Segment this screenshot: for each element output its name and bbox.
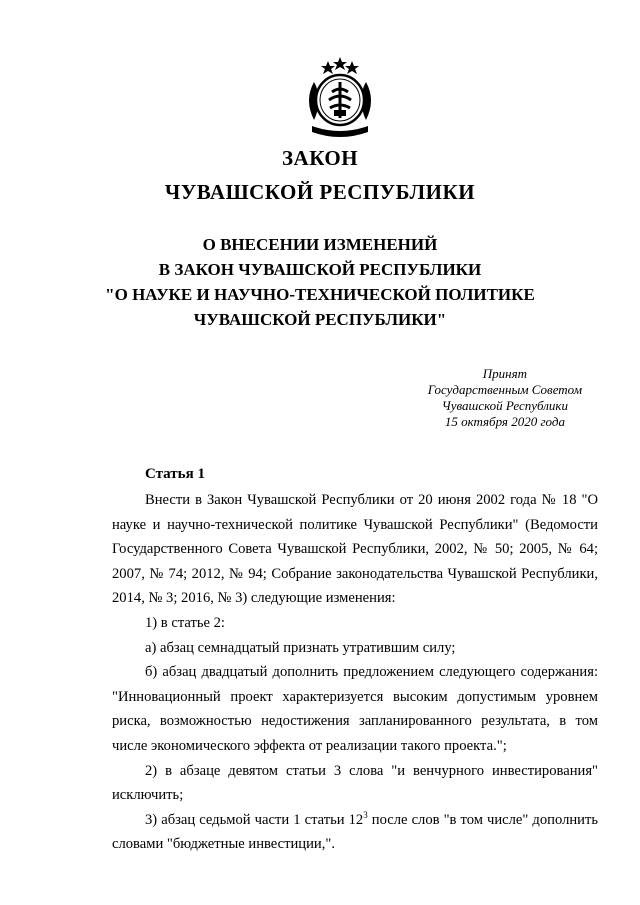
adoption-line-1: Принят <box>482 366 528 381</box>
article-title: Статья 1 <box>145 466 205 482</box>
adoption-note <box>428 366 582 430</box>
adoption-line-3: Чувашской Республики <box>441 398 569 413</box>
article-paragraph: 1) в статье 2: <box>145 614 225 631</box>
adoption-line-4: 15 октября 2020 года <box>444 414 565 429</box>
article-paragraph: Внести в Закон Чувашской Республики от 20 июня 2002 года № 18 "О науке и научно-технической политике Чувашской Республики" (Ведомости Государственного Совета Чувашской Республики, 2002, № 50; 2005, № 64; 2007, № 74; 2012, № 94; Собрание законодательства Чувашской Республики, 2014, № 3; 2016, № 3) следующие изменения: <box>112 492 598 607</box>
law-subtitle-line-2: В ЗАКОН ЧУВАШСКОЙ РЕСПУБЛИКИ <box>158 260 482 279</box>
law-subtitle-line-1: О ВНЕСЕНИИ ИЗМЕНЕНИЙ <box>202 235 438 254</box>
paragraph-text: после слов "в том числе" дополнить словами "бюджетные инвестиции,". <box>112 811 598 853</box>
article-paragraph <box>112 808 598 857</box>
article-paragraph: 2) в абзаце девятом статьи 3 слова "и венчурного инвестирования" исключить; <box>112 762 598 804</box>
article-paragraph: а) абзац семнадцатый признать утратившим силу; <box>145 639 456 656</box>
article-body <box>112 488 598 857</box>
superscript: 3 <box>363 809 368 820</box>
article-paragraph: б) абзац двадцатый дополнить предложением следующего содержания: "Инновационный проект характеризуется высоким допустимым уровнем риска, возможностью недостижения запланированного результата, в том числе экономического эффекта от реализации такого проекта."; <box>112 664 598 754</box>
law-title: ЗАКОН <box>281 146 359 170</box>
chuvashia-emblem-icon <box>296 52 384 140</box>
paragraph-text: 3) абзац седьмой части 1 статьи 12 <box>145 811 364 828</box>
law-subtitle-line-4: ЧУВАШСКОЙ РЕСПУБЛИКИ" <box>193 310 447 329</box>
adoption-line-2: Государственным Советом <box>427 382 582 397</box>
republic-title: ЧУВАШСКОЙ РЕСПУБЛИКИ <box>164 180 476 204</box>
law-subtitle-line-3: "О НАУКЕ И НАУЧНО-ТЕХНИЧЕСКОЙ ПОЛИТИКЕ <box>105 285 535 304</box>
